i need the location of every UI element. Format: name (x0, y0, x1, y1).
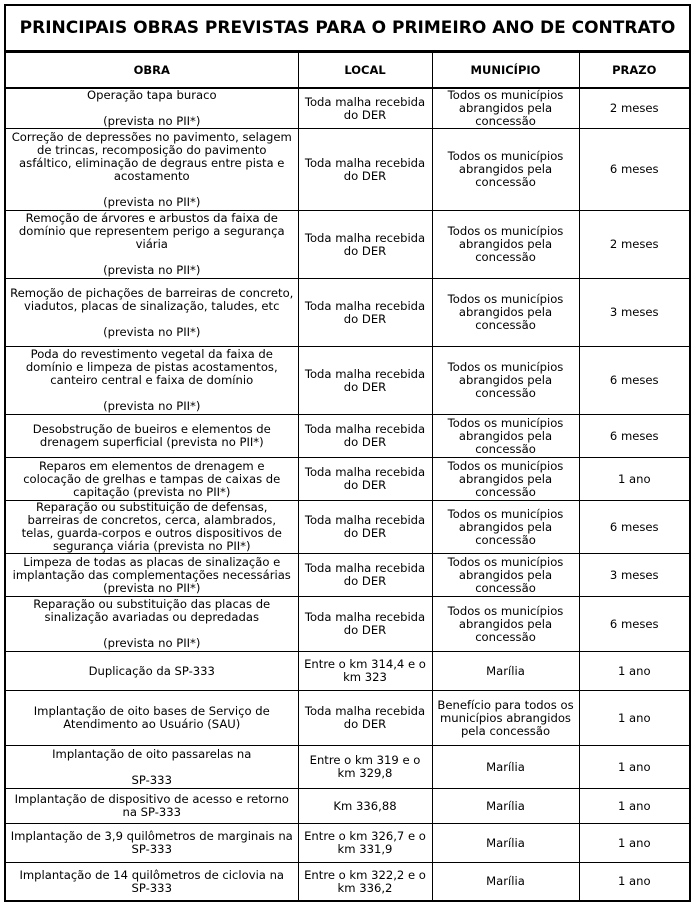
cell-obra (6, 824, 298, 863)
cell-prazo: 1 ano (579, 691, 689, 746)
obra-note: (prevista no PII*) (103, 636, 201, 650)
table-row (6, 863, 689, 901)
cell-local: Toda malha recebida do DER (298, 691, 432, 746)
cell-prazo: 2 meses (579, 88, 689, 129)
header-municipio: MUNICÍPIO (432, 53, 579, 89)
cell-obra (6, 279, 298, 347)
obras-table (6, 52, 689, 901)
obra-text: Duplicação da SP-333 (88, 663, 215, 678)
cell-obra (6, 746, 298, 789)
obra-text: Implantação de oito passarelas na (52, 746, 252, 761)
cell-municipio: Todos os municípios abrangidos pela concessão (432, 347, 579, 415)
cell-prazo: 1 ano (579, 652, 689, 691)
table-row (6, 597, 689, 652)
cell-municipio: Todos os municípios abrangidos pela concessão (432, 88, 579, 129)
obra-text: Operação tapa buraco (86, 88, 217, 102)
header-prazo: PRAZO (579, 53, 689, 89)
cell-municipio: Todos os municípios abrangidos pela concessão (432, 597, 579, 652)
cell-prazo: 1 ano (579, 458, 689, 501)
cell-municipio: Marília (432, 863, 579, 901)
obra-text: Implantação de 14 quilômetros de ciclovia na SP-333 (19, 867, 285, 895)
cell-prazo: 6 meses (579, 347, 689, 415)
table-row (6, 347, 689, 415)
header-local: LOCAL (298, 53, 432, 89)
obra-note: (prevista no PII*) (103, 399, 201, 413)
cell-local: Toda malha recebida do DER (298, 597, 432, 652)
cell-obra (6, 652, 298, 691)
table-row (6, 211, 689, 279)
cell-municipio: Marília (432, 789, 579, 824)
obra-text: Poda do revestimento vegetal da faixa de domínio e limpeza de pistas acostamentos, canteiro central e faixa de domínio (25, 347, 278, 387)
cell-local: Entre o km 326,7 e o km 331,9 (298, 824, 432, 863)
document-table-container (4, 4, 691, 902)
cell-obra (6, 501, 298, 554)
obra-note: (prevista no PII*) (103, 263, 201, 277)
cell-municipio: Marília (432, 824, 579, 863)
cell-obra (6, 415, 298, 458)
cell-prazo: 1 ano (579, 789, 689, 824)
obra-text: Limpeza de todas as placas de sinalização e implantação das complementações necessárias (prevista no PII*) (12, 554, 291, 595)
cell-obra (6, 458, 298, 501)
table-row (6, 554, 689, 597)
document-title: PRINCIPAIS OBRAS PREVISTAS PARA O PRIMEIRO ANO DE CONTRATO (6, 6, 689, 52)
obra-text: Correção de depressões no pavimento, selagem de trincas, recomposição do pavimento asfáltico, eliminação de degraus entre pista e acostamento (11, 129, 292, 183)
cell-prazo: 1 ano (579, 746, 689, 789)
obra-text: Remoção de pichações de barreiras de concreto, viadutos, placas de sinalização, taludes, etc (10, 285, 294, 313)
cell-obra (6, 88, 298, 129)
cell-local: Toda malha recebida do DER (298, 279, 432, 347)
cell-municipio: Todos os municípios abrangidos pela concessão (432, 279, 579, 347)
obra-note: (prevista no PII*) (103, 324, 201, 339)
cell-obra (6, 347, 298, 415)
table-body (6, 88, 689, 901)
cell-obra (6, 554, 298, 597)
cell-municipio: Todos os municípios abrangidos pela concessão (432, 129, 579, 211)
cell-obra (6, 211, 298, 279)
cell-prazo: 6 meses (579, 129, 689, 211)
cell-obra (6, 691, 298, 746)
cell-local: Entre o km 319 e o km 329,8 (298, 746, 432, 789)
cell-municipio: Marília (432, 652, 579, 691)
header-obra: OBRA (6, 53, 298, 89)
obra-note: (prevista no PII*) (103, 114, 201, 128)
cell-prazo: 1 ano (579, 824, 689, 863)
cell-prazo: 6 meses (579, 415, 689, 458)
obra-text: Reparação ou substituição das placas de sinalização avariadas ou depredadas (33, 597, 271, 624)
cell-prazo: 1 ano (579, 863, 689, 901)
cell-local: Km 336,88 (298, 789, 432, 824)
cell-local: Toda malha recebida do DER (298, 347, 432, 415)
cell-prazo: 3 meses (579, 279, 689, 347)
table-row (6, 746, 689, 789)
cell-municipio: Todos os municípios abrangidos pela concessão (432, 501, 579, 554)
cell-local: Entre o km 322,2 e o km 336,2 (298, 863, 432, 901)
obra-text: Reparos em elementos de drenagem e colocação de grelhas e tampas de caixas de capitação (prevista no PII*) (23, 458, 281, 499)
obra-note: SP-333 (131, 772, 172, 787)
obra-text: Implantação de oito bases de Serviço de Atendimento ao Usuário (SAU) (33, 704, 270, 731)
cell-prazo: 3 meses (579, 554, 689, 597)
table-row (6, 824, 689, 863)
table-row (6, 691, 689, 746)
cell-prazo: 2 meses (579, 211, 689, 279)
cell-municipio: Todos os municípios abrangidos pela concessão (432, 415, 579, 458)
cell-local: Toda malha recebida do DER (298, 554, 432, 597)
cell-municipio: Todos os municípios abrangidos pela concessão (432, 554, 579, 597)
table-row (6, 789, 689, 824)
cell-municipio: Todos os municípios abrangidos pela concessão (432, 211, 579, 279)
cell-municipio: Marília (432, 746, 579, 789)
table-header-row (6, 53, 689, 89)
cell-local: Toda malha recebida do DER (298, 501, 432, 554)
cell-prazo: 6 meses (579, 501, 689, 554)
obra-text: Implantação de 3,9 quilômetros de marginais na SP-333 (10, 829, 293, 856)
cell-local: Toda malha recebida do DER (298, 458, 432, 501)
obra-note: (prevista no PII*) (103, 194, 201, 209)
obra-text: Implantação de dispositivo de acesso e retorno na SP-333 (14, 792, 289, 819)
cell-local: Entre o km 314,4 e o km 323 (298, 652, 432, 691)
table-row (6, 652, 689, 691)
cell-obra (6, 789, 298, 824)
cell-local: Toda malha recebida do DER (298, 88, 432, 129)
cell-municipio: Benefício para todos os municípios abrangidos pela concessão (432, 691, 579, 746)
cell-obra (6, 129, 298, 211)
cell-municipio: Todos os municípios abrangidos pela concessão (432, 458, 579, 501)
table-row (6, 88, 689, 129)
obra-text: Desobstrução de bueiros e elementos de drenagem superficial (prevista no PII*) (32, 422, 271, 449)
obra-text: Reparação ou substituição de defensas, barreiras de concretos, cerca, alambrados, telas, guarda-corpos e outros dispositivos de segurança viária (prevista no PII*) (21, 500, 282, 553)
table-row (6, 415, 689, 458)
cell-local: Toda malha recebida do DER (298, 129, 432, 211)
table-row (6, 458, 689, 501)
cell-local: Toda malha recebida do DER (298, 211, 432, 279)
cell-obra (6, 863, 298, 901)
cell-local: Toda malha recebida do DER (298, 415, 432, 458)
cell-prazo: 6 meses (579, 597, 689, 652)
obra-text: Remoção de árvores e arbustos da faixa de domínio que representem perigo a segurança viária (18, 211, 285, 251)
table-row (6, 129, 689, 211)
cell-obra (6, 597, 298, 652)
table-row (6, 501, 689, 554)
table-row (6, 279, 689, 347)
